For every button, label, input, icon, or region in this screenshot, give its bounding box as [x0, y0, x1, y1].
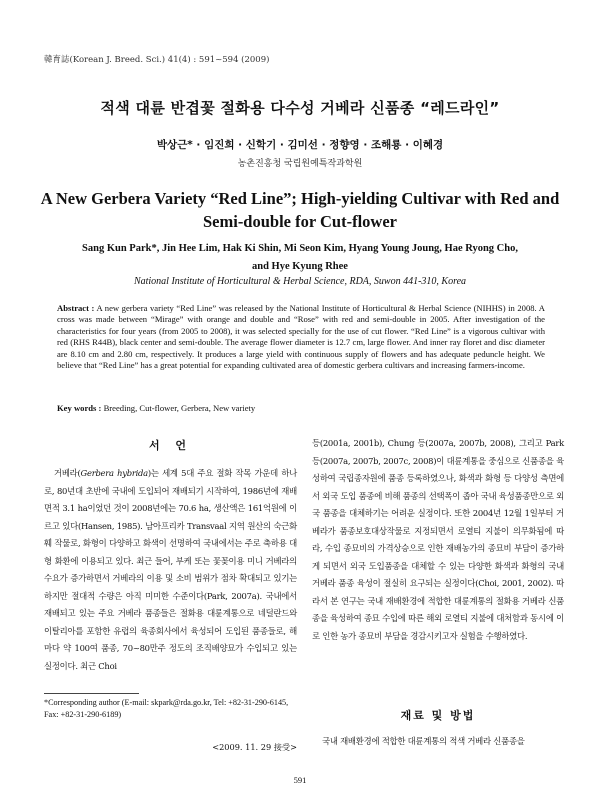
received-date: <2009. 11. 29 接受>: [212, 742, 297, 752]
english-authors: [48, 240, 552, 276]
corresponding-author-footnote: *Corresponding author (E-mail: skpark@rda.go.kr, Tel: +82-31-290-6145, Fax: +82-31-290-6189): [44, 698, 289, 719]
english-title-line-2: Semi-double for Cut-flower: [202, 212, 397, 231]
footnote-divider: [44, 693, 139, 694]
page-number: 591: [293, 775, 307, 785]
keywords-label: Key words :: [57, 403, 102, 413]
right-column-paragraph: 등(2001a, 2001b), Chung 등(2007a, 2007b, 2008), 그리고 Park 등(2007a, 2007b, 2007c, 2008)이 대륜계통을 중심으로 신품종을 육성하여 국립종자원에 품종 등록하였으나, 화색과 화형 등 다양성 측면에서 외국 도입 품종에 비해 품종의 선택폭이 좁아 국내 육성품종만으로 외국 품종을 대체하기는 어려운 실정이다. 또한 2004년 12월 1일부터 거베라가 품종보호대상작물로 지정되면서 로열티 지불이 의무화됨에 따라, 수입 종묘비의 가격상승으로 인한 재배농가의 종묘비 부담이 증가하게 되면서 외국 도입품종을 대체할 수 있는 다양한 화색과 화형의 국내 거베라 품종 육성이 절실히 요구되는 실정이다(Choi, 2001, 2002). 따라서 본 연구는 국내 재배환경에 적합한 대륜계통의 절화용 거베라 신품종을 육성하여 종묘 수입에 따른 해외 로열티 지불에 대처함과 동시에 이로 인한 농가 종묘비 부담을 경감시키고자 실험을 수행하였다.: [312, 438, 564, 641]
abstract: [57, 303, 545, 371]
intro-heading: 서 언: [148, 439, 193, 452]
journal-citation: 韓育誌(Korean J. Breed. Sci.) 41(4) : 591~594 (2009): [44, 55, 270, 65]
intro-text-start: 거베라(: [54, 468, 81, 478]
korean-affiliation: 농촌진흥청 국립원예특작과학원: [237, 159, 363, 169]
korean-authors: 박상근* · 임진희 · 신학기 · 김미선 · 정향영 · 조해룡 · 이혜경: [156, 139, 444, 151]
english-authors-line-2: and Hye Kyung Rhee: [252, 261, 348, 272]
korean-title: 적색 대륜 반겹꽃 절화용 다수성 거베라 신품종 “레드라인”: [100, 99, 500, 117]
intro-body: [44, 465, 297, 675]
species-name: Gerbera hybrida: [80, 468, 148, 478]
keywords: [57, 403, 545, 413]
english-authors-line-1: Sang Kun Park*, Jin Hee Lim, Hak Ki Shin, Mi Seon Kim, Hyang Young Joung, Hae Ryong Cho,: [82, 243, 518, 254]
intro-text-rest: )는 세계 5대 주요 절화 작목 가운데 하나로, 80년대 초반에 국내에 도입되어 재배되기 시작하여, 1986년에 재배면적 3.1 ha이었던 것이 2008년에는 70.6 ha, 생산액은 161억원에 이르고 있다(Hansen, 1985). 남아프리카 Transvaal 지역 원산의 숙근화훼 작물로, 화형이 다양하고 화색이 선명하여 국내에서는 주로 축하용 대형 화환에 이용되고 있다. 최근 들어, 부케 또는 꽃꽂이용 미니 거베라의 수요가 증가하면서 거베라의 이용 및 소비 범위가 점차 확대되고 있기는 하지만 절대적 수량은 아직 미미한 수준이다(Park, 2007a). 국내에서 재배되고 있는 주요 거베라 품종들은 절화용 대륜계통으로 네덜란드와 이탈리아를 포함한 유럽의 육종회사에서 육성되어 도입된 품종들로, 해마다 약 100여 품종, 70~80만주 정도의 조직배양묘가 수입되고 있는 실정이다. 최근 Choi: [44, 468, 297, 671]
methods-first-line: 국내 재배환경에 적합한 대륜계통의 적색 거베라 신품종을: [322, 736, 525, 746]
methods-heading: 재료 및 방법: [400, 709, 476, 722]
english-title-line-1: A New Gerbera Variety “Red Line”; High-yielding Cultivar with Red and: [40, 189, 560, 208]
intro-paragraph: [44, 465, 297, 675]
abstract-text: A new gerbera variety “Red Line” was released by the National Institute of Horticultural & Herbal Science (NIHHS) in 2008. A cross was made between “Mirage” with orange and double and “Rose” with red and semi-double in 2005. After investigation of the characteristics for four years (from 2005 to 2008), it was selected specially for the use of cut flower. “Red Line” is a vigorous cultivar with red (RHS R44B), black center and semi-double. The average flower diameter is 12.7 cm, large flower. And inner ray floret and disc diameter are 8.10 cm and 2.80 cm, respectively. It produces a large yield with continuous supply of flowers and has adequate peduncle height. We believe that “Red Line” has a great potential for expanding cultivated area of domestic gerbera cultivars and increasing farmers-income.: [57, 303, 545, 371]
keywords-text: Breeding, Cut-flower, Gerbera, New variety: [103, 403, 256, 413]
english-affiliation: National Institute of Horticultural & Herbal Science, RDA, Suwon 441-310, Korea: [133, 276, 467, 287]
english-title: [40, 187, 560, 233]
abstract-label: Abstract :: [57, 303, 95, 313]
right-column-body: [312, 435, 564, 645]
